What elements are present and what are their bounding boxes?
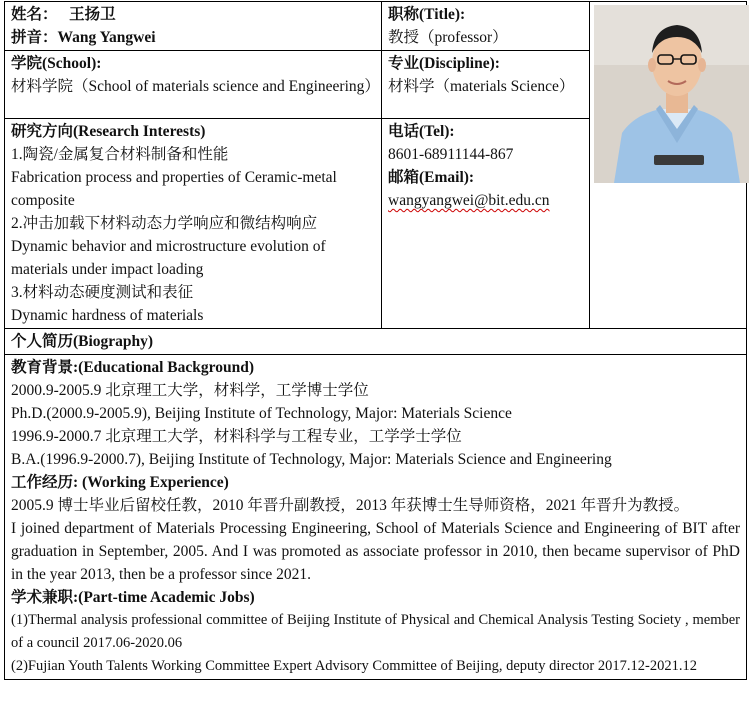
portrait-photo <box>594 5 749 183</box>
profile-table <box>4 1 747 680</box>
email-label: 邮箱(Email): <box>388 169 475 186</box>
school-value: 材料学院（School of materials science and Engineering） <box>11 78 380 95</box>
research-line: 2.冲击加载下材料动态力学响应和微结构响应 <box>11 215 318 232</box>
biography-header: 个人简历(Biography) <box>5 329 747 355</box>
discipline-value: 材料学（materials Science） <box>388 78 575 95</box>
pinyin-value: Wang Yangwei <box>57 29 156 46</box>
discipline-cell <box>382 51 590 119</box>
title-label: 职称(Title): <box>388 6 466 23</box>
education-line: 1996.9-2000.7 北京理工大学，材料科学与工程专业，工学学士学位 <box>11 428 462 445</box>
research-cell <box>5 119 382 329</box>
research-line: Fabrication process and properties of Ceramic-metal composite <box>11 169 337 209</box>
education-line: 2000.9-2005.9 北京理工大学，材料学，工学博士学位 <box>11 382 369 399</box>
research-line: 1.陶瓷/金属复合材料制备和性能 <box>11 146 229 163</box>
education-label: 教育背景:(Educational Background) <box>11 359 255 376</box>
research-line: 3.材料动态硬度测试和表征 <box>11 284 194 301</box>
research-line: Dynamic hardness of materials <box>11 307 204 324</box>
job-item: (2)Fujian Youth Talents Working Committee Expert Advisory Committee of Beijing, deputy director 2017.12-2021.12 <box>11 658 697 674</box>
title-cell <box>382 2 590 51</box>
tel-label: 电话(Tel): <box>388 123 455 140</box>
research-line: Dynamic behavior and microstructure evolution of materials under impact loading <box>11 238 326 278</box>
name-value: 王扬卫 <box>69 6 116 23</box>
work-cn: 2005.9 博士毕业后留校任教，2010 年晋升副教授，2013 年获博士生导师资格，2021 年晋升为教授。 <box>11 497 690 514</box>
job-item: (1)Thermal analysis professional committee of Beijing Institute of Physical and Chemical Analysis Testing Society , member of a council 2017.06-2020.06 <box>11 612 740 651</box>
contact-cell <box>382 119 590 329</box>
work-en: I joined department of Materials Processing Engineering, School of Materials Science and Engineering of BIT after graduation in September, 2005. And I was promoted as associate professor in 2010, then became supervisor of PhD in the year 2013, then be a professor since 2021. <box>11 520 740 583</box>
tel-value: 8601-68911144-867 <box>388 146 514 163</box>
email-link[interactable]: wangyangwei@bit.edu.cn <box>388 192 550 209</box>
pinyin-label: 拼音： <box>11 29 58 46</box>
title-value: 教授（professor） <box>388 29 508 46</box>
research-label: 研究方向(Research Interests) <box>11 123 206 140</box>
jobs-label: 学术兼职:(Part-time Academic Jobs) <box>11 589 255 606</box>
photo-cell <box>590 2 747 329</box>
name-cell <box>5 2 382 51</box>
education-line: Ph.D.(2000.9-2005.9), Beijing Institute of Technology, Major: Materials Science <box>11 405 512 422</box>
school-label: 学院(School): <box>11 55 102 72</box>
biography-body <box>5 355 747 680</box>
school-cell <box>5 51 382 119</box>
name-label: 姓名： <box>11 6 58 23</box>
discipline-label: 专业(Discipline): <box>388 55 500 72</box>
work-label: 工作经历: (Working Experience) <box>11 474 229 491</box>
education-line: B.A.(1996.9-2000.7), Beijing Institute of Technology, Major: Materials Science and Engineering <box>11 451 612 468</box>
